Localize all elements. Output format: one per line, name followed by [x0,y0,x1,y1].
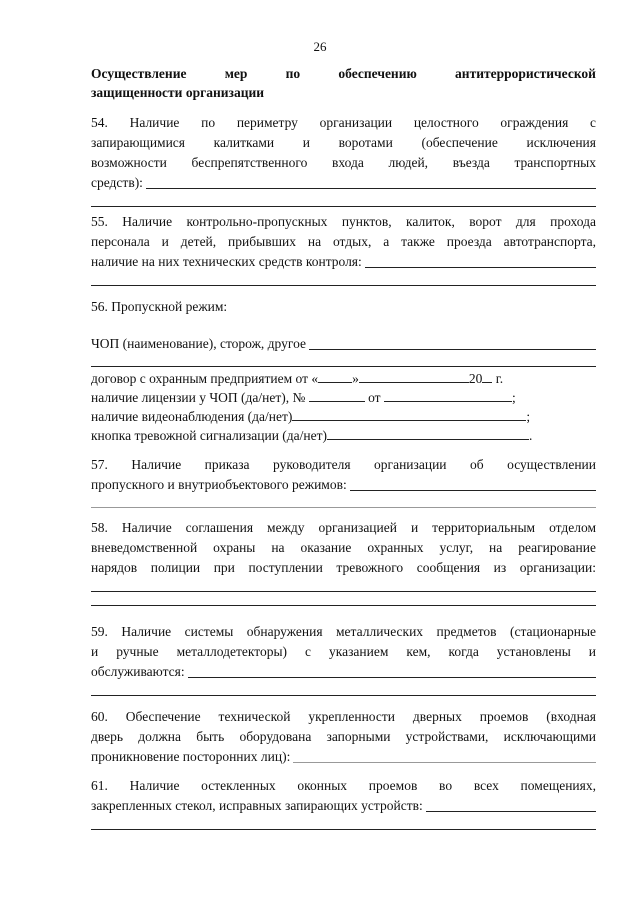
item-58-line: вневедомственной охраны на оказание охранных услуг, на реагирование [91,540,596,555]
item-61-label: закрепленных стекол, исправных запирающих устройств: [91,798,423,813]
item-54-line: возможности беспрепятственного входа людей, въезда транспортных [91,155,596,170]
alarm-label: кнопка тревожной сигнализации (да/нет) [91,428,328,443]
license-number-field[interactable] [309,388,365,402]
item-59-answer-line-2[interactable] [91,695,596,696]
item-55-answer-line[interactable] [365,253,596,268]
item-61-answer-line[interactable] [426,797,596,812]
heading-word: антитеррористической [455,66,596,81]
item-57-answer-line-2[interactable] [91,507,596,508]
item-54-answer-line[interactable] [146,174,596,189]
item-57-label: пропускного и внутриобъектового режимов: [91,477,347,492]
contract-month-field[interactable] [359,369,469,383]
item-54-line: 54. Наличие по периметру организации целостного ограждения с [91,115,596,130]
page-number: 26 [313,39,327,54]
contract-row [91,369,596,388]
contract-year-field[interactable] [482,369,492,383]
license-row [91,388,596,407]
item-61-answer-line-2[interactable] [91,829,596,830]
alarm-row [91,426,596,445]
item-61-line: 61. Наличие остекленных оконных проемов во всех помещениях, [91,778,596,793]
contract-day-field[interactable] [318,369,352,383]
item-60-line: 60. Обеспечение технической укрепленности дверных проемов (входная [91,709,596,724]
item-61 [91,776,596,830]
item-54 [91,113,596,207]
item-58-answer-line-2[interactable] [91,605,596,606]
guard-answer-line-2[interactable] [91,366,596,367]
item-60-label: проникновение посторонних лиц): [91,749,291,764]
video-field[interactable] [292,407,526,421]
item-54-line: запирающимися калитками и воротами (обеспечение исключения [91,135,596,150]
item-55-line: 55. Наличие контрольно-пропускных пунктов, калиток, ворот для прохода [91,214,596,229]
item-57 [91,455,596,508]
heading-line-2: защищенности организации [91,85,265,100]
item-55-label: наличие на них технических средств контроля: [91,254,362,269]
heading-word: мер [224,66,248,81]
contract-label: договор с охранным предприятием от « [91,371,319,386]
item-60-line: дверь должна быть оборудована запорными устройствами, исключающими [91,729,596,744]
item-60-answer-line[interactable] [293,748,596,763]
item-58-line: нарядов полиции при поступлении тревожного сообщения из организации: [91,560,596,575]
item-54-answer-line-2[interactable] [91,206,596,207]
item-54-label: средств): [91,175,143,190]
contract-year-suffix: г. [492,371,504,386]
item-59-answer-line[interactable] [188,663,596,678]
item-59-line: 59. Наличие системы обнаружения металлических предметов (стационарные [91,624,596,639]
item-59 [91,622,596,696]
guard-label: ЧОП (наименование), сторож, другое [91,336,306,351]
item-58-line: 58. Наличие соглашения между организацией и территориальным отделом [91,520,596,535]
item-58-answer-line[interactable] [91,591,596,592]
item-59-line: и ручные металлодетекторы) с указанием кем, когда установлены и [91,644,596,659]
guard-answer-line[interactable] [309,335,596,350]
item-57-line: 57. Наличие приказа руководителя организации об осуществлении [91,457,596,472]
video-label: наличие видеонаблюдения (да/нет) [91,409,293,424]
alarm-field[interactable] [327,426,529,440]
alarm-end: . [529,428,533,443]
item-55-answer-line-2[interactable] [91,285,596,286]
item-55 [91,212,596,286]
item-55-line: персонала и детей, прибывших на отдых, а также проезда автотранспорта, [91,234,596,249]
license-from: от [368,390,381,405]
heading-word: обеспечению [338,66,417,81]
item-60 [91,707,596,767]
heading-word: по [285,66,301,81]
section-heading [91,64,596,102]
license-date-field[interactable] [384,388,512,402]
video-end: ; [526,409,531,424]
heading-word: Осуществление [91,66,187,81]
contract-quote: » [352,371,359,386]
item-56-guard [91,334,596,367]
license-end: ; [511,390,516,405]
item-59-label: обслуживаются: [91,664,185,679]
video-row [91,407,596,426]
contract-year-prefix: 20 [468,371,483,386]
item-56-title: 56. Пропускной режим: [91,299,228,314]
item-56-details [91,369,596,445]
license-label: наличие лицензии у ЧОП (да/нет), № [91,390,306,405]
item-58 [91,518,596,606]
item-57-answer-line[interactable] [350,476,596,491]
